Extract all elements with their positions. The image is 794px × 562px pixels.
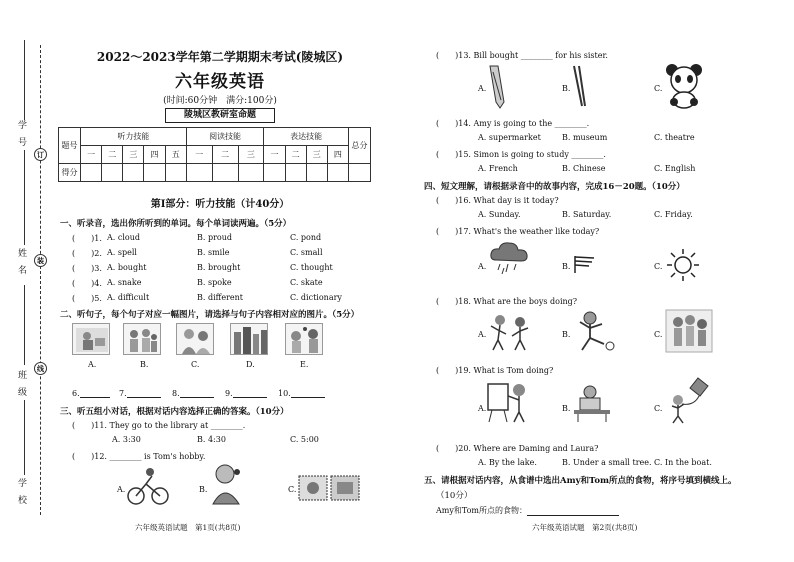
picture-label-c: C. bbox=[191, 360, 200, 369]
picture-d-city[interactable] bbox=[230, 323, 268, 355]
kite-flying-icon bbox=[664, 376, 710, 424]
name-blank bbox=[24, 150, 25, 245]
col-l3: 三 bbox=[123, 146, 144, 164]
q11-option-c[interactable]: C. 5:00 bbox=[290, 435, 319, 444]
score-cell[interactable] bbox=[123, 164, 144, 182]
col-r2: 二 bbox=[212, 146, 238, 164]
q15-option-a[interactable]: A. French bbox=[478, 164, 518, 173]
q12-option-b[interactable]: B. bbox=[199, 485, 208, 494]
section5-answer-blank[interactable] bbox=[527, 507, 619, 516]
section2-heading: 二、听句子，每个句子对应一幅图片，请选择与句子内容相对应的图片。（5分） bbox=[60, 310, 360, 320]
q16-option-c[interactable]: C. Friday. bbox=[654, 210, 693, 219]
q18-option-b[interactable]: B. bbox=[562, 330, 571, 339]
q3-option-b[interactable]: B. brought bbox=[197, 263, 241, 272]
stamps-icon bbox=[297, 474, 361, 502]
school-blank bbox=[24, 400, 25, 475]
school-label: 学校 bbox=[16, 478, 26, 512]
col-w4: 四 bbox=[327, 146, 348, 164]
panda-toy-icon bbox=[664, 62, 704, 108]
answer-6[interactable] bbox=[72, 389, 110, 398]
answer-8[interactable] bbox=[172, 389, 214, 398]
score-cell[interactable] bbox=[186, 164, 212, 182]
section5-points: （10分） bbox=[436, 491, 473, 501]
answer-8-blank[interactable] bbox=[180, 389, 214, 398]
q4-option-c[interactable]: C. skate bbox=[290, 278, 323, 287]
score-cell[interactable] bbox=[144, 164, 165, 182]
q11-option-a[interactable]: A. 3:30 bbox=[112, 435, 141, 444]
singing-girl-icon bbox=[207, 462, 245, 504]
q18-option-a[interactable]: A. bbox=[478, 330, 487, 339]
col-l2: 二 bbox=[102, 146, 123, 164]
q11-option-b[interactable]: B. 4:30 bbox=[197, 435, 226, 444]
q5-number: ( )5. bbox=[72, 294, 102, 303]
section3-heading: 三、听五组小对话，根据对话内容选择正确的答案。（10分） bbox=[60, 407, 289, 417]
author-stamp: 陵城区教研室命题 bbox=[165, 108, 275, 123]
q13-option-c[interactable]: C. bbox=[654, 84, 663, 93]
class-blank bbox=[24, 285, 25, 365]
q18-text: ( )18. What are the boys doing? bbox=[436, 297, 578, 306]
picture-b-family[interactable] bbox=[123, 323, 161, 355]
binding-line bbox=[40, 45, 41, 515]
q15-option-b[interactable]: B. Chinese bbox=[562, 164, 606, 173]
q16-option-a[interactable]: A. Sunday. bbox=[478, 210, 521, 219]
writing-icon bbox=[572, 384, 612, 422]
q14-text: ( )14. Amy is going to the ________. bbox=[436, 119, 590, 128]
part1-title: 第Ⅰ部分：听力技能（计40分） bbox=[150, 199, 290, 210]
boy-kicking-icon bbox=[572, 310, 616, 354]
seal-zhuang: 装 bbox=[34, 254, 47, 267]
score-cell[interactable] bbox=[102, 164, 123, 182]
col-r1: 一 bbox=[186, 146, 212, 164]
student-id-blank bbox=[24, 40, 25, 120]
q18-option-c[interactable]: C. bbox=[654, 330, 663, 339]
q3-number: ( )3. bbox=[72, 264, 102, 273]
rain-cloud-icon bbox=[488, 240, 530, 276]
col-l4: 四 bbox=[144, 146, 165, 164]
answer-10-label: 10. bbox=[278, 389, 291, 398]
q12-option-c[interactable]: C. bbox=[288, 485, 297, 494]
q16-text: ( )16. What day is it today? bbox=[436, 196, 559, 205]
q20-option-b[interactable]: B. Under a small tree. bbox=[562, 458, 652, 467]
page1-footer: 六年级英语试题 第1页(共8页) bbox=[135, 523, 241, 532]
score-table-q-head: 题号 bbox=[59, 128, 81, 164]
sun-icon bbox=[666, 248, 700, 282]
q14-option-c[interactable]: C. theatre bbox=[654, 133, 695, 142]
group-listening: 听力技能 bbox=[81, 128, 187, 146]
picture-a-reading[interactable] bbox=[72, 323, 110, 355]
q17-option-c[interactable]: C. bbox=[654, 262, 663, 271]
score-table bbox=[58, 127, 371, 182]
col-w2: 二 bbox=[285, 146, 306, 164]
answer-7-label: 7. bbox=[119, 389, 127, 398]
chopsticks-icon bbox=[570, 64, 590, 108]
score-cell[interactable] bbox=[238, 164, 264, 182]
score-cell[interactable] bbox=[285, 164, 306, 182]
answer-9-blank[interactable] bbox=[233, 389, 267, 398]
q20-option-c[interactable]: C. In the boat. bbox=[654, 458, 712, 467]
boys-playing-icon bbox=[488, 312, 532, 352]
q20-text: ( )20. Where are Daming and Laura? bbox=[436, 444, 599, 453]
seal-ding: 订 bbox=[34, 148, 47, 161]
q11-text: ( )11. They go to the library at ________. bbox=[72, 421, 246, 430]
answer-10[interactable] bbox=[278, 389, 325, 398]
section5-answer-line[interactable] bbox=[436, 505, 619, 516]
score-table-total: 总分 bbox=[349, 128, 371, 164]
q1-option-a[interactable]: A. cloud bbox=[107, 233, 140, 242]
picture-label-a: A. bbox=[88, 360, 97, 369]
answer-9[interactable] bbox=[225, 389, 267, 398]
q15-option-c[interactable]: C. English bbox=[654, 164, 696, 173]
score-cell[interactable] bbox=[264, 164, 285, 182]
q15-text: ( )15. Simon is going to study ________. bbox=[436, 150, 606, 159]
exam-title: 2022～2023学年第二学期期末考试(陵城区) bbox=[96, 50, 344, 64]
wind-flag-icon bbox=[572, 254, 596, 274]
answer-6-blank[interactable] bbox=[80, 389, 110, 398]
q19-option-c[interactable]: C. bbox=[654, 404, 663, 413]
col-l1: 一 bbox=[81, 146, 102, 164]
q4-option-b[interactable]: B. spoke bbox=[197, 278, 232, 287]
seal-xian: 线 bbox=[34, 362, 47, 375]
boys-group-icon bbox=[664, 308, 714, 354]
answer-9-label: 9. bbox=[225, 389, 233, 398]
section4-heading: 四、短文理解，请根据录音中的故事内容，完成16－20题。（10分） bbox=[424, 182, 685, 192]
q1-option-c[interactable]: C. pond bbox=[290, 233, 322, 242]
section1-heading: 一、听录音，选出你所听到的单词。每个单词读两遍。（5分） bbox=[60, 219, 292, 229]
q16-option-b[interactable]: B. Saturday. bbox=[562, 210, 612, 219]
score-table-score-head: 得分 bbox=[59, 164, 81, 182]
picture-label-d: D. bbox=[246, 360, 255, 369]
group-reading: 阅读技能 bbox=[186, 128, 264, 146]
name-label: 姓名 bbox=[16, 248, 26, 282]
q19-option-b[interactable]: B. bbox=[562, 404, 571, 413]
q14-option-a[interactable]: A. supermarket bbox=[478, 133, 541, 142]
subject-title: 六年级英语 bbox=[175, 72, 265, 92]
pencil-icon bbox=[487, 64, 507, 108]
q14-option-b[interactable]: B. museum bbox=[562, 133, 608, 142]
score-cell[interactable] bbox=[81, 164, 102, 182]
q2-option-a[interactable]: A. spell bbox=[107, 248, 137, 257]
q3-option-c[interactable]: C. thought bbox=[290, 263, 333, 272]
score-cell[interactable] bbox=[327, 164, 348, 182]
col-w1: 一 bbox=[264, 146, 285, 164]
answer-7-blank[interactable] bbox=[127, 389, 161, 398]
time-score: (时间:60分钟 满分:100分) bbox=[163, 96, 277, 106]
picture-label-e: E. bbox=[300, 360, 309, 369]
page2-footer: 六年级英语试题 第2页(共8页) bbox=[532, 523, 638, 532]
score-cell[interactable] bbox=[306, 164, 327, 182]
q17-option-a[interactable]: A. bbox=[478, 262, 487, 271]
q5-option-b[interactable]: B. different bbox=[197, 293, 243, 302]
picture-label-b: B. bbox=[140, 360, 149, 369]
cycling-icon bbox=[126, 466, 170, 506]
q4-option-a[interactable]: A. snake bbox=[107, 278, 142, 287]
q1-number: ( )1. bbox=[72, 234, 102, 243]
q4-number: ( )4. bbox=[72, 279, 102, 288]
picture-c-children[interactable] bbox=[176, 323, 214, 355]
group-writing: 表达技能 bbox=[264, 128, 349, 146]
q17-option-b[interactable]: B. bbox=[562, 262, 571, 271]
q2-option-b[interactable]: B. smile bbox=[197, 248, 230, 257]
answer-6-label: 6. bbox=[72, 389, 80, 398]
q12-text: ( )12. ________ is Tom's hobby. bbox=[72, 452, 206, 461]
answer-10-blank[interactable] bbox=[291, 389, 325, 398]
class-label: 班级 bbox=[16, 370, 26, 404]
painting-icon bbox=[486, 380, 532, 424]
q2-option-c[interactable]: C. small bbox=[290, 248, 323, 257]
q19-text: ( )19. What is Tom doing? bbox=[436, 366, 554, 375]
answer-8-label: 8. bbox=[172, 389, 180, 398]
q3-option-a[interactable]: A. bought bbox=[107, 263, 147, 272]
answer-7[interactable] bbox=[119, 389, 161, 398]
q5-option-c[interactable]: C. dictionary bbox=[290, 293, 342, 302]
q13-option-a[interactable]: A. bbox=[478, 84, 487, 93]
q13-option-b[interactable]: B. bbox=[562, 84, 571, 93]
section5-answer-label: Amy和Tom所点的食物： bbox=[436, 506, 527, 515]
score-cell[interactable] bbox=[165, 164, 186, 182]
student-id-label: 学号 bbox=[16, 120, 26, 154]
q17-text: ( )17. What's the weather like today? bbox=[436, 227, 600, 236]
score-cell[interactable] bbox=[212, 164, 238, 182]
col-r3: 三 bbox=[238, 146, 264, 164]
q5-option-a[interactable]: A. difficult bbox=[107, 293, 150, 302]
section5-heading: 五、请根据对话内容，从食谱中选出Amy和Tom所点的食物，将序号填到横线上。 bbox=[424, 476, 737, 486]
col-l5: 五 bbox=[165, 146, 186, 164]
q1-option-b[interactable]: B. proud bbox=[197, 233, 232, 242]
q20-option-a[interactable]: A. By the lake. bbox=[478, 458, 537, 467]
q12-option-a[interactable]: A. bbox=[117, 485, 126, 494]
col-w3: 三 bbox=[306, 146, 327, 164]
q13-text: ( )13. Bill bought ________ for his sister. bbox=[436, 51, 608, 60]
q2-number: ( )2. bbox=[72, 249, 102, 258]
picture-e-party[interactable] bbox=[285, 323, 323, 355]
score-cell[interactable] bbox=[349, 164, 371, 182]
q19-option-a[interactable]: A. bbox=[478, 404, 487, 413]
